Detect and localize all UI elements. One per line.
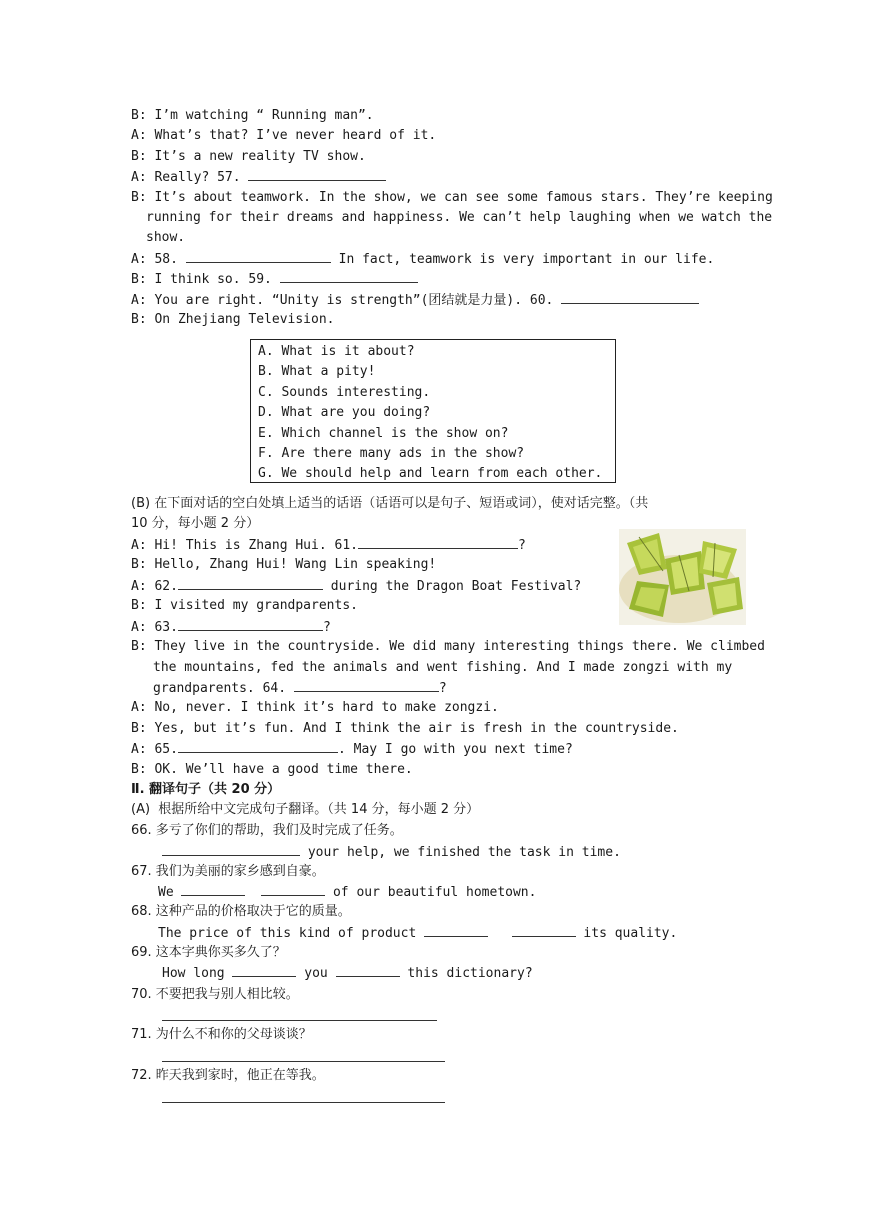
option-e: E. Which channel is the show on? [258, 426, 509, 441]
line-text: A: 65. [131, 742, 178, 757]
dialogue-line-63 [131, 618, 331, 636]
line-text: A: Really? 57. [131, 170, 249, 185]
line-text: In fact, teamwork is very important in our life. [330, 252, 715, 267]
question-69: 69. 这本字典你买多久了？ [131, 945, 286, 960]
blank-65[interactable] [178, 740, 338, 753]
line-text: How long [162, 966, 233, 981]
dialogue-line: B: I visited my grandparents. [131, 598, 358, 613]
dialogue-line: running for their dreams and happiness. We can’t help laughing when we watch the [146, 210, 773, 225]
line-text: grandparents. 64. [153, 681, 294, 696]
blank-57[interactable] [248, 168, 386, 181]
dialogue-line-65 [131, 740, 573, 758]
question-68: 68. 这种产品的价格取决于它的质量。 [131, 904, 351, 919]
option-g: G. We should help and learn from each other. [258, 466, 603, 481]
question-66: 66. 多亏了你们的帮助，我们及时完成了任务。 [131, 823, 403, 838]
dialogue-line: the mountains, fed the animals and went fishing. And I made zongzi with my [153, 660, 733, 675]
option-c: C. Sounds interesting. [258, 385, 431, 400]
line-text: its quality. [575, 926, 678, 941]
line-text: A: You are right. “Unity is strength”(团结就是力量). 60. [131, 293, 562, 308]
blank-59[interactable] [280, 270, 418, 283]
question-70: 70. 不要把我与别人相比较。 [131, 987, 299, 1002]
question-71: 71. 为什么不和你的父母谈谈？ [131, 1027, 312, 1042]
question-67: 67. 我们为美丽的家乡感到自豪。 [131, 864, 325, 879]
blank-60[interactable] [561, 291, 699, 304]
dialogue-line: B: I’m watching “ Running man”. [131, 108, 374, 123]
dialogue-line-58 [131, 250, 714, 268]
line-text: ? [438, 681, 447, 696]
blank-58[interactable] [186, 250, 331, 263]
answer-66 [162, 843, 621, 861]
section-2-heading: Ⅱ. 翻译句子（共 20 分） [131, 782, 281, 797]
section-2a-instruction: (A) 根据所给中文完成句子翻译。（共 14 分，每小题 2 分） [131, 802, 480, 817]
dialogue-line-60 [131, 291, 699, 309]
dialogue-line: A: No, never. I think it’s hard to make zongzi. [131, 700, 499, 715]
line-text: you [296, 966, 336, 981]
line-text: We [158, 885, 182, 900]
blank-68a[interactable] [424, 924, 488, 937]
line-text: . May I go with you next time? [337, 742, 573, 757]
blank-68b[interactable] [512, 924, 576, 937]
line-text: during the Dragon Boat Festival? [322, 579, 582, 594]
dialogue-line: B: OK. We’ll have a good time there. [131, 762, 413, 777]
answer-line-72[interactable] [162, 1102, 445, 1103]
dialogue-line-57 [131, 168, 386, 186]
line-text: A: 58. [131, 252, 186, 267]
dialogue-line: B: Yes, but it’s fun. And I think the air is fresh in the countryside. [131, 721, 679, 736]
blank-62[interactable] [178, 577, 323, 590]
dialogue-line: A: What’s that? I’ve never heard of it. [131, 128, 437, 143]
dialogue-line-62 [131, 577, 581, 595]
question-72: 72. 昨天我到家时，他正在等我。 [131, 1068, 325, 1083]
line-text: your help, we finished the task in time. [300, 845, 621, 860]
option-a: A. What is it about? [258, 344, 415, 359]
line-text: of our beautiful hometown. [325, 885, 537, 900]
answer-69 [162, 964, 533, 982]
blank-69a[interactable] [232, 964, 296, 977]
blank-69b[interactable] [336, 964, 400, 977]
answer-67 [158, 883, 536, 901]
line-text: this dictionary? [399, 966, 533, 981]
dialogue-line: B: On Zhejiang Television. [131, 312, 335, 327]
blank-63[interactable] [178, 618, 323, 631]
line-text: B: I think so. 59. [131, 272, 280, 287]
line-text: A: 62. [131, 579, 178, 594]
section-b-instruction: (B) 在下面对话的空白处填上适当的话语（话语可以是句子、短语或词），使对话完整。（共 [131, 496, 649, 511]
line-text: A: Hi! This is Zhang Hui. 61. [131, 538, 358, 553]
dialogue-line: show. [146, 230, 186, 245]
dialogue-line: B: Hello, Zhang Hui! Wang Lin speaking! [131, 557, 437, 572]
answer-line-71[interactable] [162, 1061, 445, 1062]
blank-67b[interactable] [261, 883, 325, 896]
dialogue-line: B: It’s about teamwork. In the show, we can see some famous stars. They’re keeping [131, 190, 773, 205]
dialogue-line-59 [131, 270, 418, 288]
blank-61[interactable] [358, 536, 518, 549]
answer-line-70[interactable] [162, 1020, 437, 1021]
options-box [250, 339, 616, 483]
option-b: B. What a pity! [258, 364, 376, 379]
blank-66[interactable] [162, 843, 300, 856]
dialogue-line: B: It’s a new reality TV show. [131, 149, 366, 164]
blank-67a[interactable] [181, 883, 245, 896]
line-text: A: 63. [131, 620, 178, 635]
zongzi-image [619, 529, 746, 625]
dialogue-line-61 [131, 536, 526, 554]
line-text: ? [517, 538, 526, 553]
blank-64[interactable] [294, 679, 439, 692]
line-text: The price of this kind of product [158, 926, 425, 941]
option-f: F. Are there many ads in the show? [258, 446, 525, 461]
line-text: ? [322, 620, 331, 635]
answer-68 [158, 924, 677, 942]
dialogue-line-64 [153, 679, 447, 697]
section-b-instruction-cont: 10 分，每小题 2 分） [131, 516, 260, 531]
option-d: D. What are you doing? [258, 405, 431, 420]
dialogue-line: B: They live in the countryside. We did many interesting things there. We climbed [131, 639, 765, 654]
